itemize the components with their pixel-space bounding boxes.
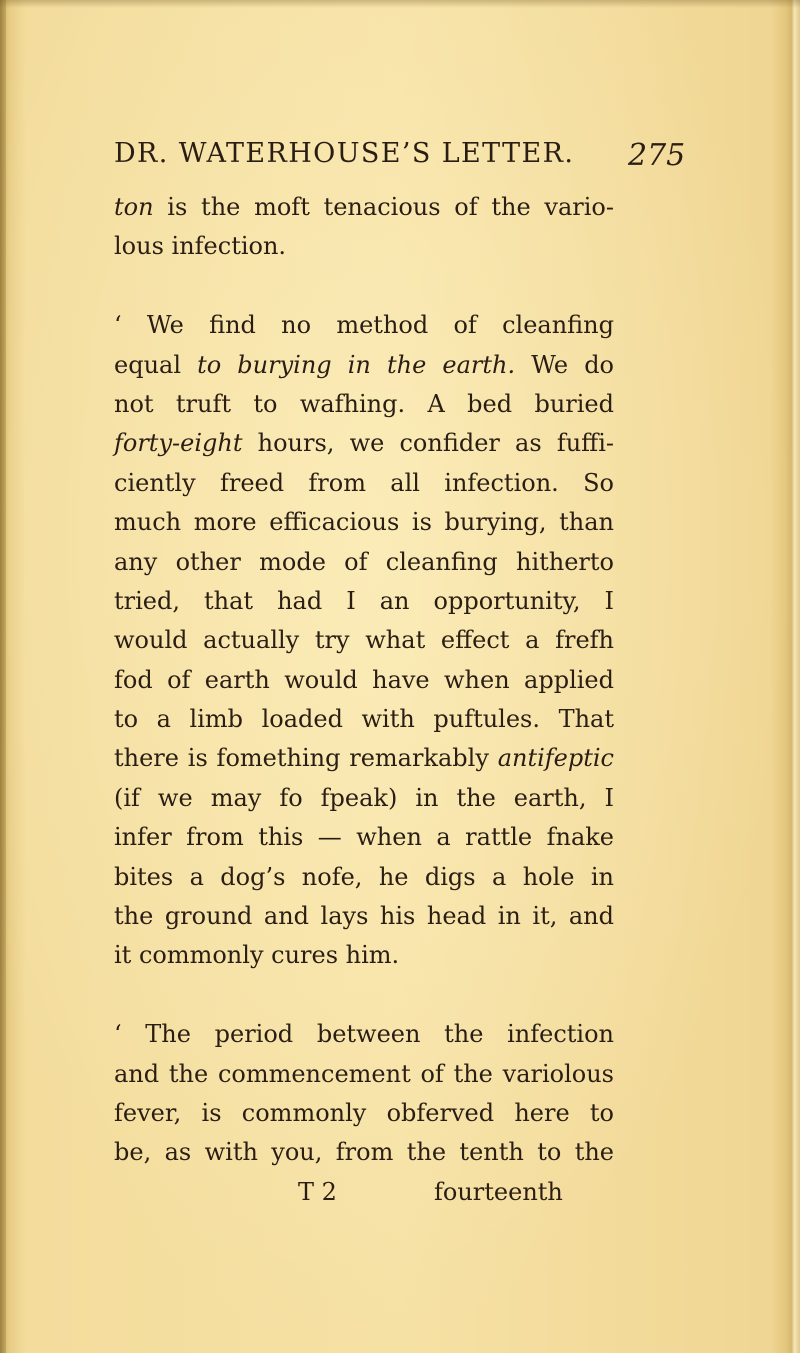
italic-text: to burying in the earth. <box>197 350 516 379</box>
paragraph <box>114 306 614 976</box>
text-line <box>114 779 614 818</box>
text-run: it commonly cures him. <box>114 941 400 970</box>
text-line <box>114 897 614 936</box>
text-line <box>114 503 614 542</box>
paragraph-gap <box>114 976 614 1015</box>
text-run: ‘ The period between the infection <box>114 1020 614 1049</box>
text-line <box>114 543 614 582</box>
text-run: not truft to wafhing. A bed buried <box>114 389 614 418</box>
text-line <box>114 818 614 857</box>
paragraph <box>114 188 614 267</box>
text-run: lous infection. <box>114 232 287 261</box>
body-text <box>114 188 614 1212</box>
paragraph-gap <box>114 267 614 306</box>
text-run: equal <box>114 350 198 379</box>
text-run: infer from this — when a rattle fnake <box>114 823 614 852</box>
text-run: bites a dog’s nofe, he digs a hole in <box>114 862 614 891</box>
text-line <box>114 385 614 424</box>
text-run: the ground and lays his head in it, and <box>114 902 614 931</box>
text-line <box>114 700 614 739</box>
binding-edge <box>0 0 6 1353</box>
italic-text: ton <box>114 193 154 221</box>
page-footer <box>114 1173 614 1212</box>
text-line <box>114 306 614 345</box>
text-line <box>114 936 614 975</box>
page-edge <box>786 0 800 1353</box>
paragraph <box>114 1015 614 1173</box>
text-run: fever, is commonly obferved here to <box>114 1098 614 1127</box>
text-line <box>114 188 614 227</box>
running-title: DR. WATERHOUSE’S LETTER. <box>114 138 575 169</box>
text-run: be, as with you, from the tenth to the <box>114 1138 614 1167</box>
text-run: would actually try what effect a frefh <box>114 626 614 655</box>
text-run: is the moft tenacious of the vario- <box>153 193 614 221</box>
text-run: and the commencement of the variolous <box>114 1059 614 1088</box>
italic-text: forty-eight <box>114 429 243 458</box>
text-line <box>114 346 614 385</box>
text-line <box>114 424 614 463</box>
text-line <box>114 858 614 897</box>
top-shadow <box>0 0 800 8</box>
text-run: there is fomething remarkably <box>114 744 498 773</box>
text-line <box>114 661 614 700</box>
text-run: hours, we confider as fuffi- <box>242 429 614 458</box>
text-line <box>114 739 614 778</box>
running-head <box>0 138 800 178</box>
catchword: fourteenth <box>434 1177 563 1206</box>
text-run: ‘ We find no method of cleanfing <box>114 311 614 340</box>
text-line <box>114 582 614 621</box>
text-run: much more efficacious is burying, than <box>114 508 614 537</box>
text-run: to a limb loaded with puftules. That <box>114 705 614 734</box>
text-run: fod of earth would have when applied <box>114 665 614 694</box>
text-run: tried, that had I an opportunity, I <box>114 586 614 615</box>
text-line <box>114 1133 614 1172</box>
text-run: We do <box>515 350 615 379</box>
text-line <box>114 621 614 660</box>
signature-mark: T 2 <box>298 1177 337 1206</box>
text-run: ciently freed from all infection. So <box>114 468 614 497</box>
text-line <box>114 227 614 266</box>
page-number: 275 <box>628 138 686 173</box>
text-line <box>114 1094 614 1133</box>
text-run: (if we may fo fpeak) in the earth, I <box>114 783 614 812</box>
italic-text: antifeptic <box>497 744 614 773</box>
text-line <box>114 1055 614 1094</box>
text-line <box>114 464 614 503</box>
text-line <box>114 1015 614 1054</box>
text-run: any other mode of cleanfing hitherto <box>114 547 614 576</box>
